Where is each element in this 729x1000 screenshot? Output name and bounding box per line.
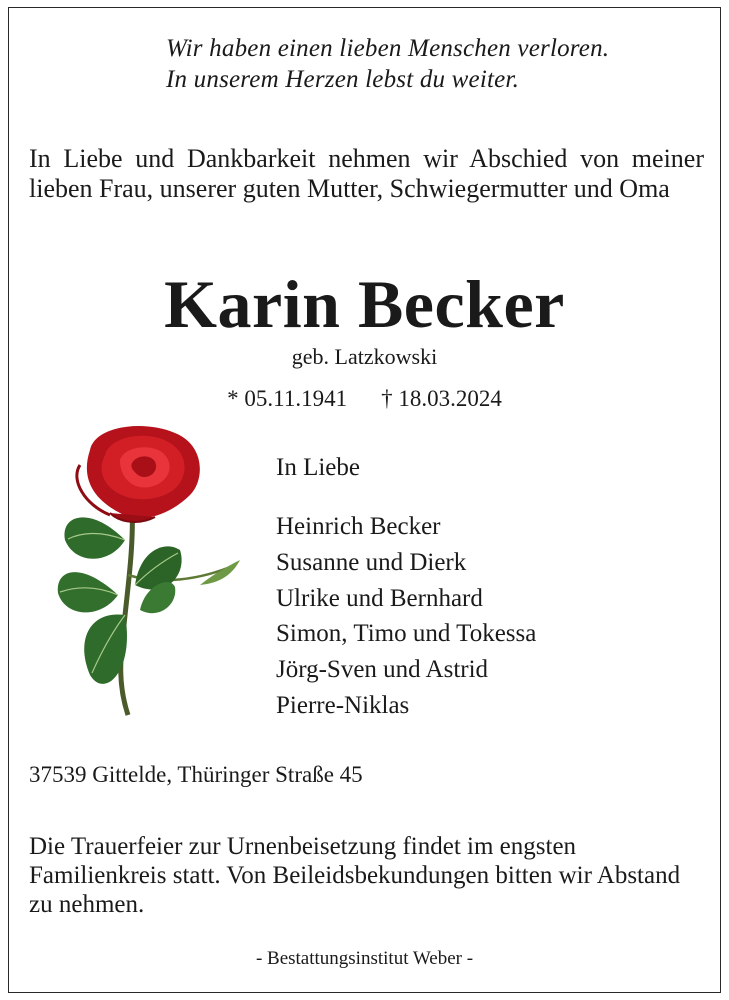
mourner-name: Heinrich Becker xyxy=(276,513,441,540)
deceased-name: Karin Becker xyxy=(164,266,565,342)
death-date: † 18.03.2024 xyxy=(381,386,502,411)
mourner-name: Pierre-Niklas xyxy=(276,691,410,719)
family-address: 37539 Gittelde, Thüringer Straße 45 xyxy=(29,762,363,787)
mourner-name: Simon, Timo und Tokessa xyxy=(276,620,537,648)
mourners-intro: In Liebe xyxy=(276,454,360,481)
birth-date: * 05.11.1941 xyxy=(227,386,348,411)
red-rose-icon xyxy=(50,425,245,717)
undertaker-name: - Bestattungsinstitut Weber - xyxy=(255,948,474,969)
intro-text: In Liebe und Dankbarkeit nehmen wir Abschied von meiner lieben Frau, unserer guten Mutter, Schwiegermutter und Oma xyxy=(29,144,704,203)
motto-line-2: In unserem Herzen lebst du weiter. xyxy=(166,66,520,93)
mourner-name: Susanne und Dierk xyxy=(276,548,467,576)
funeral-notice: Die Trauerfeier zur Urnenbeisetzung findet im engsten Familienkreis statt. Von Beileidsbekundungen bitten wir Abstand zu nehmen. xyxy=(29,833,681,918)
motto xyxy=(166,33,609,95)
maiden-name: geb. Latzkowski xyxy=(291,344,438,369)
mourner-name: Jörg-Sven und Astrid xyxy=(276,656,489,684)
life-dates xyxy=(0,385,729,413)
mourner-name: Ulrike und Bernhard xyxy=(276,584,483,612)
motto-line-1: Wir haben einen lieben Menschen verloren. xyxy=(166,35,610,62)
mourners-list xyxy=(276,509,536,724)
